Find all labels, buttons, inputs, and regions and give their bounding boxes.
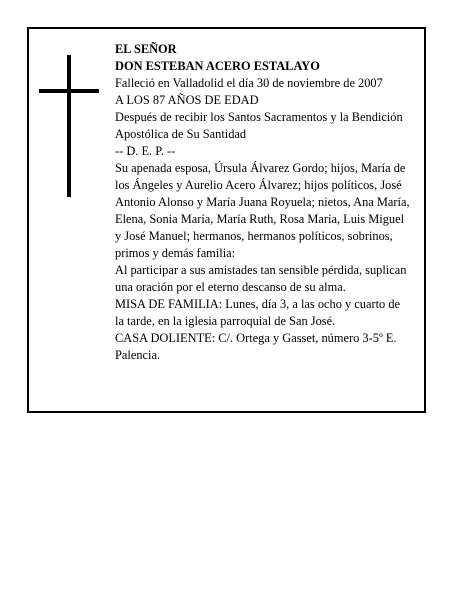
prayer-request: Al participar a sus amistades tan sensible pérdida, suplican una oración por el eterno descanso de su alma.: [115, 263, 407, 294]
family-mass-info: MISA DE FAMILIA: Lunes, día 3, a las ocho y cuarto de la tarde, en la iglesia parroquial de San José.: [115, 297, 401, 328]
age-at-death: A LOS 87 AÑOS DE EDAD: [115, 93, 259, 107]
sacraments-text: Después de recibir los Santos Sacramentos y la Bendición Apostólica de Su Santidad: [115, 110, 403, 141]
obituary-notice-frame: [27, 27, 426, 413]
deceased-name: DON ESTEBAN ACERO ESTALAYO: [115, 59, 320, 73]
obituary-text-block: [115, 41, 411, 364]
death-details: Falleció en Valladolid el día 30 de noviembre de 2007: [115, 76, 383, 90]
cross-horizontal-bar: [39, 89, 99, 93]
mourning-home-address: CASA DOLIENTE: C/. Ortega y Gasset, número 3-5º E. Palencia.: [115, 331, 397, 362]
title-honorific: EL SEÑOR: [115, 42, 177, 56]
latin-cross-icon: [39, 55, 99, 197]
rest-in-peace: -- D. E. P. --: [115, 144, 176, 158]
cross-vertical-bar: [67, 55, 71, 197]
family-list: Su apenada esposa, Úrsula Álvarez Gordo; hijos, María de los Ángeles y Aurelio Acero Álvarez; hijos políticos, José Antonio Alonso y María Juana Royuela; nietos, Ana María, Elena, Sonia María, María Ruth, Rosa María, Luis Miguel y José Manuel; hermanos, hermanos políticos, sobrinos, primos y demás familia:: [115, 161, 410, 260]
